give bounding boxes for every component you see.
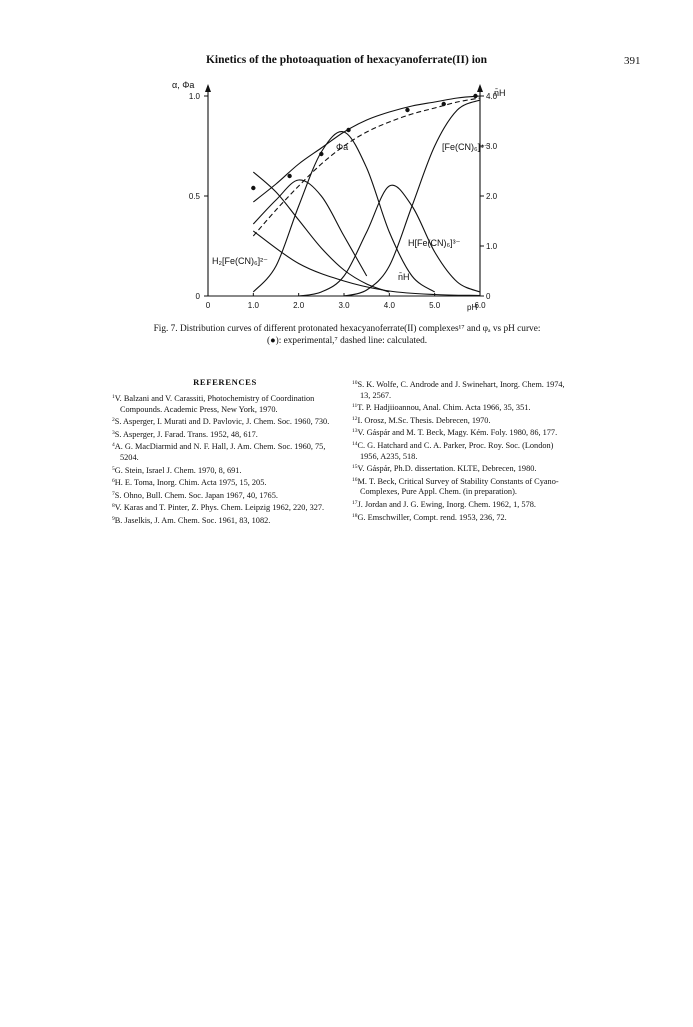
reference-item — [352, 475, 592, 498]
reference-text: V. Balzani and V. Carassiti, Photochemistry of Coordination — [114, 394, 315, 403]
reference-item — [112, 476, 344, 489]
reference-item — [352, 462, 592, 475]
reference-item — [112, 514, 344, 527]
reference-item — [112, 489, 344, 502]
y-tick-label: 1.0 — [188, 92, 200, 101]
curve-h-fe-cn — [253, 180, 366, 276]
y-tick-label: 0 — [195, 292, 200, 301]
reference-text: 1956, A235, 518. — [360, 451, 418, 461]
y-tick-label: 0.5 — [188, 192, 200, 201]
reference-item — [112, 464, 344, 477]
x-tick-label: 1.0 — [247, 301, 259, 310]
reference-text: G. Emschwiller, Compt. rend. 1953, 236, 72. — [357, 512, 507, 522]
reference-item — [352, 414, 592, 427]
experimental-point — [346, 128, 350, 132]
reference-item — [112, 428, 344, 441]
left-axis-label: α, Φa — [172, 80, 195, 90]
reference-number: 2 — [112, 417, 115, 424]
reference-text: V. Gáspár and M. T. Beck, Magy. Kém. Foly. 1980, 86, 177. — [357, 428, 558, 438]
curve-fe-cn — [344, 100, 480, 296]
reference-number: 4 — [112, 442, 115, 449]
reference-number: 10 — [352, 380, 358, 386]
references-heading: REFERENCES — [193, 377, 257, 387]
reference-item — [352, 511, 592, 524]
x-tick-label: 5.0 — [429, 301, 441, 310]
x-tick-label: 2.0 — [293, 301, 305, 310]
reference-text: S. Asperger, I. Murati and D. Pavlovic, J. Chem. Soc. 1960, 730. — [114, 417, 330, 427]
reference-number: 8 — [112, 503, 115, 510]
y2-tick-label: 1.0 — [486, 242, 498, 251]
reference-number: 13 — [352, 428, 358, 435]
chart-labels — [172, 80, 506, 312]
x-tick-label: 6.0 — [474, 301, 486, 310]
reference-item — [352, 426, 592, 439]
reference-text: 13, 2567. — [360, 390, 392, 400]
reference-text: G. Stein, Israel J. Chem. 1970, 8, 691. — [114, 465, 242, 475]
references-left-column — [112, 392, 344, 527]
right-axis-label: n̄H — [494, 88, 506, 98]
experimental-point — [251, 186, 255, 190]
reference-number: 7 — [112, 490, 115, 497]
reference-item — [112, 415, 344, 428]
distribution-chart — [160, 74, 560, 324]
label-phi: Φa — [336, 142, 349, 152]
reference-number: 6 — [112, 478, 115, 485]
reference-text: V. Karas and T. Pinter, Z. Phys. Chem. Leipzig 1962, 220, 327. — [114, 503, 325, 513]
reference-text: 5204. — [120, 452, 139, 462]
reference-item — [352, 401, 592, 414]
reference-item — [352, 498, 592, 511]
figure-caption — [112, 323, 582, 347]
experimental-point — [405, 108, 409, 112]
experimental-point — [442, 102, 446, 106]
reference-number: 12 — [352, 415, 358, 422]
reference-number: 14 — [352, 440, 358, 447]
x-tick-label: 3.0 — [338, 301, 350, 310]
reference-number: 1 — [112, 394, 115, 400]
y2-tick-label: 0 — [486, 292, 491, 301]
reference-text: Complexes, Pure Appl. Chem. (in preparation). — [360, 487, 517, 497]
reference-text: Compounds. Academic Press, New York, 1970. — [120, 404, 278, 414]
x-unit-label: pH — [467, 303, 478, 312]
reference-text: T. P. Hadjiioannou, Anal. Chim. Acta 1966, 35, 351. — [357, 403, 531, 413]
experimental-point — [287, 174, 291, 178]
reference-text: B. Jaselkis, J. Am. Chem. Soc. 1961, 83, 1082. — [114, 515, 271, 525]
reference-text: A. G. MacDiarmid and N. F. Hall, J. Am. Chem. Soc. 1960, 75, — [114, 442, 326, 452]
reference-text: S. Ohno, Bull. Chem. Soc. Japan 1967, 40, 1765. — [114, 490, 278, 500]
label-h2-complex: H₂[Fe(CN)₆]²⁻ — [212, 256, 268, 266]
reference-item — [112, 501, 344, 514]
reference-text: H. E. Toma, Inorg. Chim. Acta 1975, 15, 205. — [114, 478, 267, 488]
curve-h-fe-cn — [253, 132, 434, 292]
running-header-title: Kinetics of the photoaquation of hexacyanoferrate(II) ion — [205, 54, 488, 66]
reference-number: 9 — [112, 515, 115, 522]
reference-text: M. T. Beck, Critical Survey of Stability Constants of Cyano- — [357, 476, 559, 486]
reference-text: J. Jordan and J. G. Ewing, Inorg. Chem. 1962, 1, 578. — [357, 499, 536, 509]
reference-text: S. K. Wolfe, C. Androde and J. Swinehart, Inorg. Chem. 1974, — [357, 380, 565, 389]
experimental-point — [319, 152, 323, 156]
y2-tick-label: 4.0 — [486, 92, 498, 101]
chart-curves — [251, 94, 480, 296]
reference-text: I. Orosz, M.Sc. Thesis. Debrecen, 1970. — [357, 415, 491, 425]
label-h1-complex: H[Fe(CN)₆]³⁻ — [408, 238, 461, 248]
right-axis-arrow — [477, 84, 483, 92]
x-tick-label: 4.0 — [383, 301, 395, 310]
reference-text: S. Asperger, J. Farad. Trans. 1952, 48, 617. — [114, 429, 258, 439]
reference-item — [112, 392, 344, 415]
reference-number: 3 — [112, 429, 115, 436]
reference-text: C. G. Hatchard and C. A. Parker, Proc. Roy. Soc. (London) — [357, 440, 554, 450]
caption-line-1: Fig. 7. Distribution curves of different protonated hexacyanoferrate(II) complexes¹⁷ and φₐ vs pH curve: — [153, 324, 541, 334]
left-axis-arrow — [205, 84, 211, 92]
y2-tick-label: 3.0 — [486, 142, 498, 151]
reference-item — [352, 439, 592, 462]
x-tick-label: 0 — [205, 301, 211, 310]
reference-number: 15 — [352, 464, 358, 471]
reference-item — [352, 378, 592, 401]
reference-number: 5 — [112, 465, 115, 472]
reference-number: 18 — [352, 512, 358, 519]
reference-item — [112, 440, 344, 463]
label-fe-complex: [Fe(CN)₆]⁴⁻ — [442, 142, 489, 152]
reference-number: 11 — [352, 403, 358, 410]
y2-tick-label: 2.0 — [486, 192, 498, 201]
reference-number: 17 — [352, 499, 358, 506]
reference-number: 16 — [352, 476, 358, 483]
reference-text: V. Gáspár, Ph.D. dissertation. KLTE, Debrecen, 1980. — [357, 464, 537, 474]
experimental-point — [473, 94, 477, 98]
references-right-column — [352, 378, 592, 523]
caption-line-2: (●): experimental,⁷ dashed line: calculated. — [266, 336, 428, 346]
label-nh: n̄H — [398, 272, 410, 282]
page-number: 391 — [624, 55, 641, 67]
